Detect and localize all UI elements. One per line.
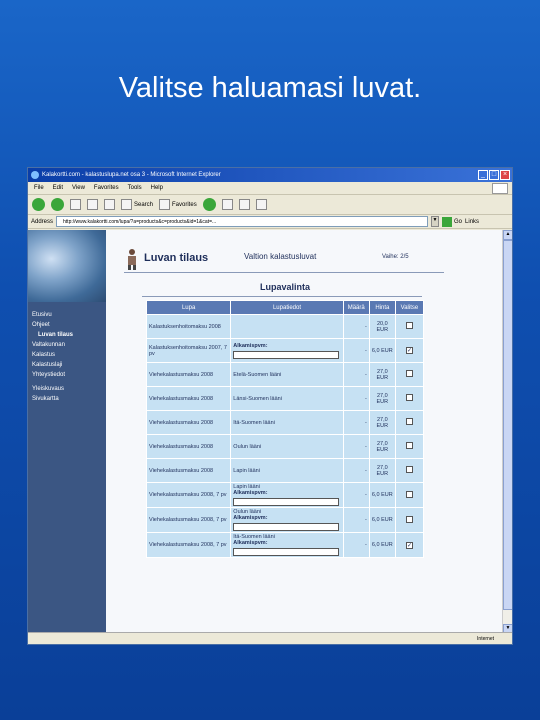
back-button[interactable] <box>32 198 45 211</box>
permit-quantity: - <box>343 339 369 363</box>
sidebar-item-sivukartta[interactable]: Sivukartta <box>32 396 59 402</box>
permit-region: Itä-Suomen lääni <box>233 534 275 540</box>
start-date-label: Alkamispvm: <box>233 540 268 546</box>
permit-select-cell <box>395 387 423 411</box>
table-row <box>147 533 424 558</box>
table-row <box>147 435 424 459</box>
vertical-scrollbar[interactable] <box>502 230 512 634</box>
permit-select-cell <box>395 411 423 435</box>
permit-name: Viehekalastusmaksu 2008, 7 pv <box>147 483 231 508</box>
permit-quantity: - <box>343 459 369 483</box>
table-row <box>147 315 424 339</box>
sidebar <box>28 230 106 634</box>
permit-region: Etelä-Suomen lääni <box>233 371 282 378</box>
permit-select-cell <box>395 483 423 508</box>
slide-title: Valitse haluamasi luvat. <box>118 72 422 104</box>
media-button[interactable] <box>203 198 216 211</box>
table-row <box>147 387 424 411</box>
sidebar-nav <box>28 302 106 404</box>
start-date-input[interactable] <box>233 523 339 531</box>
home-icon <box>104 199 115 210</box>
permit-region: Lapin lääni <box>233 467 260 474</box>
permit-price: 27,0 EUR <box>369 387 395 411</box>
permit-info <box>231 411 343 435</box>
permit-name: Viehekalastusmaksu 2008 <box>147 459 231 483</box>
permit-name: Viehekalastusmaksu 2008 <box>147 363 231 387</box>
permit-select-cell <box>395 435 423 459</box>
permit-region: Oulun lääni <box>233 509 262 515</box>
sidebar-item-etusivu[interactable]: Etusivu <box>32 312 52 318</box>
print-icon <box>239 199 250 210</box>
permit-price: 6,0 EUR <box>369 533 395 558</box>
start-date-input[interactable] <box>233 498 339 506</box>
go-button[interactable] <box>442 217 462 227</box>
address-label: Address <box>31 218 54 225</box>
permit-info <box>231 508 343 533</box>
permit-price: 27,0 EUR <box>369 411 395 435</box>
start-date-input[interactable] <box>233 548 339 556</box>
search-button[interactable] <box>121 199 153 210</box>
permit-region: Itä-Suomen lääni <box>233 419 275 426</box>
page-title: Luvan tilaus <box>144 252 209 264</box>
menu-edit[interactable]: Edit <box>52 185 64 191</box>
sidebar-item-ohjeet[interactable]: Ohjeet <box>32 322 50 328</box>
minimize-icon[interactable]: _ <box>478 170 488 180</box>
permit-info <box>231 363 343 387</box>
window-controls <box>478 170 510 180</box>
scroll-down-icon[interactable]: ▼ <box>503 624 513 634</box>
permit-quantity: - <box>343 533 369 558</box>
address-bar <box>28 215 512 229</box>
close-icon[interactable]: × <box>500 170 510 180</box>
window-titlebar <box>28 168 512 182</box>
permit-checkbox[interactable] <box>406 442 413 449</box>
section-title: Lupavalinta <box>260 282 311 292</box>
forward-arrow-icon <box>51 198 64 211</box>
table-row <box>147 483 424 508</box>
page-content <box>28 230 504 634</box>
permit-checkbox[interactable]: ✓ <box>406 542 412 549</box>
folder-button[interactable] <box>256 199 267 210</box>
toolbar <box>28 195 512 215</box>
menu-favorites[interactable]: Favorites <box>93 185 119 191</box>
permit-price: 20,0 EUR <box>369 315 395 339</box>
permit-checkbox[interactable] <box>406 466 413 473</box>
sidebar-item-luvan-tilaus[interactable]: Luvan tilaus <box>38 332 74 338</box>
permit-checkbox[interactable] <box>406 322 413 329</box>
permit-select-cell <box>395 459 423 483</box>
permit-checkbox[interactable]: ✓ <box>406 348 412 354</box>
permit-checkbox[interactable] <box>406 516 413 523</box>
scroll-up-icon[interactable]: ▲ <box>503 230 513 240</box>
permit-price: 27,0 EUR <box>369 459 395 483</box>
permit-checkbox[interactable] <box>406 370 413 377</box>
mail-icon <box>222 199 233 210</box>
permit-name: Viehekalastusmaksu 2008 <box>147 387 231 411</box>
person-icon <box>124 248 140 270</box>
media-icon <box>203 198 216 211</box>
permit-select-cell <box>395 315 423 339</box>
sidebar-photo <box>28 230 106 302</box>
table-header-row <box>147 301 424 315</box>
start-date-input[interactable] <box>233 351 339 359</box>
menu-view[interactable]: View <box>72 185 85 191</box>
status-bar <box>28 632 513 644</box>
page-subtitle: Valtion kalastusluvat <box>244 252 317 261</box>
permit-region: Lapin lääni <box>233 484 260 490</box>
search-label: Search <box>134 201 154 208</box>
favorites-label: Favorites <box>172 201 197 208</box>
permit-quantity: - <box>343 508 369 533</box>
column-header-lupa: Lupa <box>147 301 231 315</box>
table-row <box>147 508 424 533</box>
mail-button[interactable] <box>222 199 233 210</box>
permit-quantity: - <box>343 435 369 459</box>
permit-quantity: - <box>343 315 369 339</box>
stop-button[interactable] <box>70 199 81 210</box>
menu-tools[interactable]: Tools <box>127 185 142 191</box>
home-button[interactable] <box>104 199 115 210</box>
permit-price: 6,0 EUR <box>369 339 395 363</box>
header-divider <box>124 272 444 273</box>
permit-name: Viehekalastusmaksu 2008, 7 pv <box>147 508 231 533</box>
table-row <box>147 459 424 483</box>
permit-info <box>231 483 343 508</box>
links-label[interactable]: Links <box>465 218 480 225</box>
menu-bar <box>28 182 512 195</box>
main-panel <box>106 230 504 634</box>
menu-file[interactable]: File <box>34 185 44 191</box>
permit-select-cell <box>395 363 423 387</box>
permit-price: 27,0 EUR <box>369 363 395 387</box>
print-button[interactable] <box>239 199 250 210</box>
permit-name: Kalastuksenhoitomaksu 2007, 7 pv <box>147 339 231 363</box>
start-date-label: Alkamispvm: <box>233 342 268 349</box>
star-icon <box>159 199 170 210</box>
stop-icon <box>70 199 81 210</box>
sidebar-item-valtakunnan[interactable]: Valtakunnan <box>32 342 65 348</box>
permit-name: Viehekalastusmaksu 2008 <box>147 435 231 459</box>
permit-name: Viehekalastusmaksu 2008 <box>147 411 231 435</box>
permit-quantity: - <box>343 363 369 387</box>
start-date-label: Alkamispvm: <box>233 490 268 496</box>
permit-quantity: - <box>343 483 369 508</box>
table-row <box>147 339 424 363</box>
section-divider <box>142 296 422 297</box>
column-header-valitse: Valitse <box>395 301 423 315</box>
folder-icon <box>256 199 267 210</box>
permit-info <box>231 533 343 558</box>
permit-region: Oulun lääni <box>233 443 262 450</box>
menu-help[interactable]: Help <box>150 185 163 191</box>
column-header-hinta: Hinta <box>369 301 395 315</box>
permit-name: Kalastuksenhoitomaksu 2008 <box>147 315 231 339</box>
address-dropdown-icon[interactable]: ▼ <box>431 216 439 227</box>
page-header <box>124 240 464 278</box>
back-arrow-icon <box>32 198 45 211</box>
browser-window <box>27 167 513 645</box>
permit-info <box>231 315 343 339</box>
sidebar-item-kalastuslaji[interactable]: Kalastuslaji <box>32 362 63 368</box>
permit-info <box>231 435 343 459</box>
permit-table <box>146 300 424 558</box>
permit-checkbox[interactable] <box>406 394 413 401</box>
permit-info <box>231 387 343 411</box>
permit-info <box>231 459 343 483</box>
refresh-button[interactable] <box>87 199 98 210</box>
column-header-lupatiedot: Lupatiedot <box>231 301 343 315</box>
permit-price: 6,0 EUR <box>369 483 395 508</box>
permit-quantity: - <box>343 387 369 411</box>
favorites-button[interactable] <box>159 199 197 210</box>
permit-region: Länsi-Suomen lääni <box>233 395 282 402</box>
permit-checkbox[interactable] <box>406 491 413 498</box>
address-input[interactable]: http://www.kalakortti.com/lupa/?a=products&c=products&id=1&cat=... <box>56 216 428 227</box>
permit-select-cell <box>395 508 423 533</box>
ie-icon <box>31 171 39 179</box>
permit-info <box>231 339 343 363</box>
go-label: Go <box>454 218 463 225</box>
phase-indicator: Vaihe: 2/5 <box>382 254 409 260</box>
sidebar-item-yhteystiedot[interactable]: Yhteystiedot <box>32 372 66 378</box>
permit-checkbox[interactable] <box>406 418 413 425</box>
permit-price: 6,0 EUR <box>369 508 395 533</box>
go-arrow-icon <box>442 217 452 227</box>
permit-name: Viehekalastusmaksu 2008, 7 pv <box>147 533 231 558</box>
permit-quantity: - <box>343 411 369 435</box>
windows-flag-icon <box>492 183 508 194</box>
start-date-label: Alkamispvm: <box>233 515 268 521</box>
permit-price: 27,0 EUR <box>369 435 395 459</box>
window-title: Kalakortti.com - kalastuslupa.net osa 3 - Microsoft Internet Explorer <box>42 172 221 178</box>
table-row <box>147 363 424 387</box>
permit-select-cell <box>395 339 423 363</box>
permit-select-cell <box>395 533 423 558</box>
table-row <box>147 411 424 435</box>
sidebar-item-yleiskuvaus[interactable]: Yleiskuvaus <box>32 386 65 392</box>
forward-button[interactable] <box>51 198 64 211</box>
scroll-thumb[interactable] <box>503 240 513 610</box>
status-zone: Internet <box>477 636 494 642</box>
search-icon <box>121 199 132 210</box>
maximize-icon[interactable]: □ <box>489 170 499 180</box>
sidebar-item-kalastus[interactable]: Kalastus <box>32 352 56 358</box>
refresh-icon <box>87 199 98 210</box>
column-header-maara: Määrä <box>343 301 369 315</box>
